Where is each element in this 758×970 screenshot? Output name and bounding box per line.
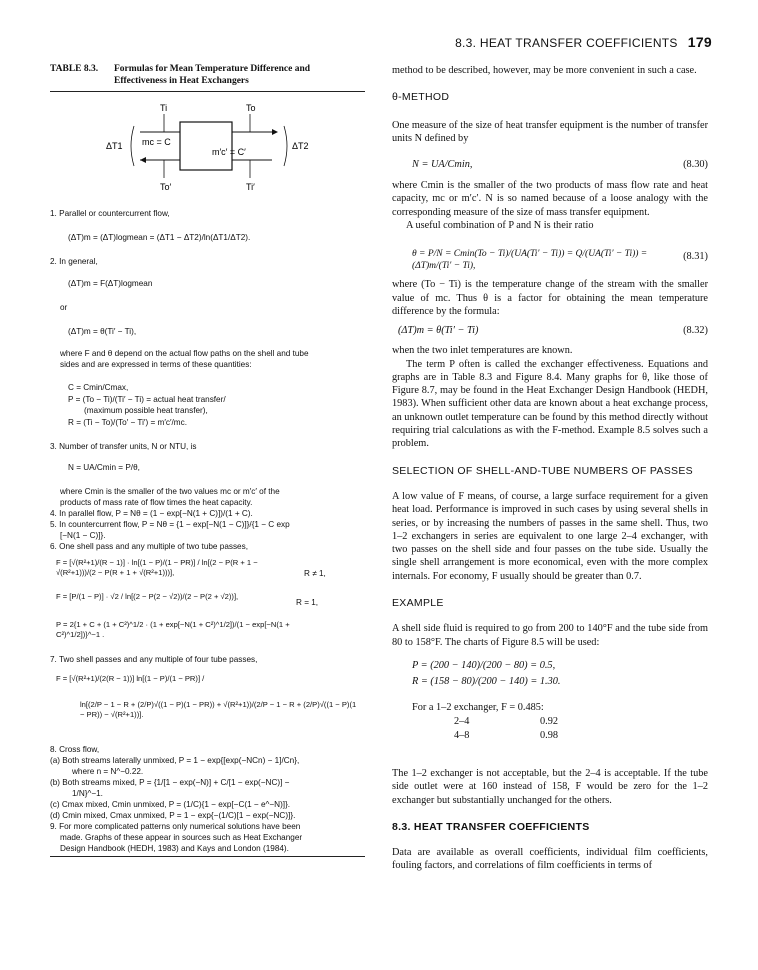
paragraph: A shell side fluid is required to go from 200 to 140°F and the tube side from 80 to 158°F. The charts of Figure 8.5 will be used: <box>392 623 708 648</box>
equation-8-32 <box>392 318 708 344</box>
table-top-rule <box>50 91 365 92</box>
equation-F-2-4a: F = [√(R²+1)/(2(R − 1))] ln[(1 − P)/(1 − PR)] / <box>56 674 205 683</box>
example-P: P = (200 − 140)/(200 − 80) = 0.5, <box>412 659 556 671</box>
label-mc: mc = C <box>142 137 171 147</box>
table-line: N = UA/Cmin = P/θ, <box>68 463 140 472</box>
heading-selection: SELECTION OF SHELL-AND-TUBE NUMBERS OF PASSES <box>392 464 693 477</box>
table-line: Design Handbook (HEDH, 1983) and Kays and London (1984). <box>60 844 289 853</box>
table-line: 8. Cross flow, <box>50 745 100 754</box>
label-mpcp: m′c′ = C′ <box>212 147 246 157</box>
paragraph: Data are available as overall coefficients, individual film coefficients, fouling factors, and correlations of film coefficients in terms of <box>392 847 708 872</box>
label-Ti: Ti <box>160 103 168 113</box>
table-line: or <box>60 303 68 312</box>
table-line: R = 1, <box>296 598 319 607</box>
label-Ti-bottom: Ti′ <box>246 182 255 192</box>
table-line: where Cmin is the smaller of the two values mc or m′c′ of the <box>60 487 280 496</box>
exchanger-box <box>180 122 232 170</box>
label-To-bottom: To′ <box>160 182 172 192</box>
table-line: 6. One shell pass and any multiple of two tube passes, <box>50 542 248 551</box>
equation-F-R1: F = [P/(1 − P)] · √2 / ln[(2 − P(2 − √2))/(2 − P(2 + √2))], <box>56 592 239 601</box>
table-caption <box>50 64 365 86</box>
table-line: 4. In parallel flow, P = Nθ = (1 − exp[−N(1 + C)])/(1 + C). <box>50 509 253 518</box>
header-section: 8.3. HEAT TRANSFER COEFFICIENTS <box>455 36 678 50</box>
paragraph: The term P often is called the exchanger effectiveness. Equations and graphs are in Table 8.3 and Figure 8.4. Many graphs for θ, like those of Figure 8.7, may be found in the Heat Exchanger Design Handbook (HEDH, 1983). When sufficient other data are known about a heat exchange process, an unknown outlet temperature can be found by this method directly without requiring trial calculations as with the F-method. Example 8.5 solves such a problem. <box>392 358 708 450</box>
paragraph: method to be described, however, may be more convenient in such a case. <box>392 65 697 76</box>
running-header <box>455 34 712 50</box>
table-caption-text: Formulas for Mean Temperature Difference and Effectiveness in Heat Exchangers <box>114 64 311 86</box>
example-F: For a 1–2 exchanger, F = 0.485: <box>412 701 544 713</box>
paragraph: The 1–2 exchanger is not acceptable, but the 2–4 is acceptable. If the tube side outlet were at 160 instead of 158, F would be zero for the 1–2 exchanger but substantially unchanged for the others. <box>392 767 708 806</box>
equation-F-2-4b: ln[(2/P − 1 − R + (2/P)√((1 − P)(1 − PR)) + √(R²+1))/(2/P − 1 − R + (2/P)√((1 − P)(1 − PR)) − √(R²+1))]. <box>80 700 357 719</box>
table-line: P = (To − Ti)/(Ti′ − Ti) = actual heat transfer/ <box>68 395 226 404</box>
table-line: (maximum possible heat transfer), <box>84 406 208 415</box>
table-line: C = Cmin/Cmax, <box>68 383 129 392</box>
label-dT2: ΔT2 <box>292 141 309 151</box>
table-8-3 <box>50 64 365 853</box>
equation-F-1-2: F = [√(R²+1)/(R − 1)] · ln[(1 − P)/(1 − PR)] / ln[(2 − P(R + 1 − √(R²+1)))/(2 − P(R + 1 + √(R²+1)))], <box>56 558 258 577</box>
paragraph: where Cmin is the smaller of the two products of mass flow rate and heat capacity, mc or m′c′. N is so named because of a loose analogy with the corresponding measure of the size of mass transfer equipment. <box>392 180 708 218</box>
example-row-4-8: 4–8 <box>454 729 470 741</box>
example-R: R = (158 − 80)/(200 − 140) = 1.30. <box>412 675 561 687</box>
table-line: 2. In general, <box>50 257 98 266</box>
table-line: where n = N^−0.22. <box>72 767 144 776</box>
table-line: products of mass rate of flow times the heat capacity. <box>60 498 253 507</box>
table-line: (b) Both streams mixed, P = {1/[1 − exp(−N)] + C/[1 − exp(−NC)] − <box>50 778 290 787</box>
paragraph: A useful combination of P and N is their ratio <box>406 220 594 232</box>
table-line: (a) Both streams laterally unmixed, P = 1 − exp{[exp(−NCn) − 1]/Cn}, <box>50 756 300 765</box>
paragraph: A low value of F means, of course, a large surface requirement for a given heat load. Performance is improved in such cases by using several shells in series, or by increasing the numbers of passes in the same shell. Thus, two 1–2 exchangers in series are equivalent to one large 2–4 exchanger, with two passes on the shell side and four passes on the tube side. Usually the single shell arrangement is more economical, even with the more complex internals. For economy, F usually should be greater than 0.7. <box>392 490 708 582</box>
table-line: 1/N}^−1. <box>72 789 103 798</box>
equation-8-31 <box>392 236 708 278</box>
table-line: sides and are expressed in terms of these quantities: <box>60 360 252 369</box>
table-line: R ≠ 1, <box>304 569 326 578</box>
paragraph: where (To − Ti) is the temperature change of the stream with the smaller value of mc. Thus θ is a factor for obtaining the mean temperature difference by the formula: <box>392 279 708 317</box>
equation-number: (8.30) <box>683 159 708 171</box>
table-line: 3. Number of transfer units, N or NTU, is <box>50 442 197 451</box>
example-calculation <box>392 649 708 767</box>
paragraph: when the two inlet temperatures are known. <box>392 345 573 357</box>
table-line: (ΔT)m = F(ΔT)logmean <box>68 279 153 288</box>
heading-example: EXAMPLE <box>392 597 444 610</box>
equation-8-30 <box>392 151 708 179</box>
paragraph: One measure of the size of heat transfer equipment is the number of transfer units N defined by <box>392 119 708 144</box>
table-line: [−N(1 − C)]}. <box>60 531 106 540</box>
example-value-2-4: 0.92 <box>540 715 559 727</box>
equation-text: N = UA/Cmin, <box>412 159 473 171</box>
table-line: 5. In countercurrent flow, P = Nθ = {1 − exp[−N(1 − C)]}/{1 − C exp <box>50 520 290 529</box>
equation-number: (8.32) <box>683 325 708 337</box>
table-line: (ΔT)m = (ΔT)logmean = (ΔT1 − ΔT2)/ln(ΔT1/ΔT2). <box>68 233 251 242</box>
equation-P: P = 2{1 + C + (1 + C²)^1/2 · (1 + exp[−N(1 + C²)^1/2])/(1 − exp[−N(1 + C²)^1/2])}^−1 . <box>56 620 290 639</box>
table-line: (ΔT)m = θ(Ti′ − Ti), <box>68 327 137 336</box>
table-line: 1. Parallel or countercurrent flow, <box>50 209 170 218</box>
table-caption-number: TABLE 8.3. <box>50 64 99 74</box>
right-column <box>392 64 708 873</box>
table-line: where F and θ depend on the actual flow paths on the shell and tube <box>60 349 309 358</box>
label-dT1: ΔT1 <box>106 141 123 151</box>
heading-theta-method: θ-METHOD <box>392 91 450 104</box>
table-line: R = (Ti − To)/(To′ − Ti′) = m′c′/mc. <box>68 418 187 427</box>
equation-text: θ = P/N = Cmin(To − Ti)/(UA(Ti′ − Ti)) = Q/(UA(Ti′ − Ti)) = (ΔT)m/(Ti′ − Ti), <box>412 249 648 272</box>
table-line: 9. For more complicated patterns only numerical solutions have been <box>50 822 301 831</box>
heading-8-3: 8.3. HEAT TRANSFER COEFFICIENTS <box>392 820 590 833</box>
table-line: 7. Two shell passes and any multiple of four tube passes, <box>50 655 258 664</box>
table-line: (c) Cmax mixed, Cmin unmixed, P = (1/C){1 − exp[−C(1 − e^−N)]}. <box>50 800 291 809</box>
exchanger-diagram <box>100 102 320 192</box>
table-bottom-rule <box>50 856 365 857</box>
example-value-4-8: 0.98 <box>540 729 559 741</box>
example-row-2-4: 2–4 <box>454 715 470 727</box>
label-To: To <box>246 103 256 113</box>
table-line: made. Graphs of these appear in sources such as Heat Exchanger <box>60 833 303 842</box>
equation-text: (ΔT)m = θ(Ti′ − Ti) <box>398 325 479 337</box>
equation-number: (8.31) <box>683 251 708 263</box>
page-number: 179 <box>687 34 712 50</box>
table-line: (d) Cmin mixed, Cmax unmixed, P = 1 − exp{−(1/C)[1 − exp(−NC)]}. <box>50 811 296 820</box>
